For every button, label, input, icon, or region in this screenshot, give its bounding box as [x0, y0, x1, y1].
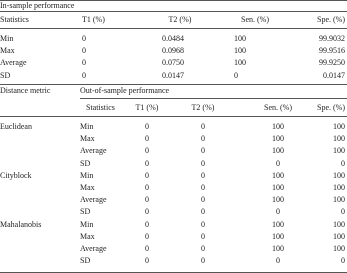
- oos-row-statistic: SD: [80, 207, 91, 216]
- in-sample-header-spe: Spe. (%): [317, 15, 345, 24]
- oos-row-t1: 0: [145, 159, 149, 168]
- oos-row-t1: 0: [145, 122, 149, 131]
- oos-row-sen: 0: [276, 256, 280, 265]
- oos-row-statistic: Max: [80, 134, 95, 143]
- in-sample-header-rule: [0, 28, 347, 29]
- oos-row-t2: 0: [201, 195, 205, 204]
- oos-row-t2: 0: [201, 146, 205, 155]
- in-sample-row-statistic: Average: [0, 58, 27, 67]
- in-sample-row-sen: 0: [234, 71, 238, 80]
- oos-row-t1: 0: [145, 171, 149, 180]
- oos-row-t2: 0: [201, 134, 205, 143]
- distance-metric-name: Mahalanobis: [0, 220, 42, 229]
- in-sample-row-t1: 0: [82, 46, 86, 55]
- oos-row-sen: 0: [276, 159, 280, 168]
- oos-row-sen: 100: [272, 171, 284, 180]
- oos-header-t2: T2 (%): [191, 103, 215, 112]
- oos-row-t2: 0: [201, 183, 205, 192]
- in-sample-header-t1: T1 (%): [82, 15, 105, 24]
- oos-row-spe: 100: [333, 195, 345, 204]
- in-sample-bottom-rule: [0, 84, 347, 85]
- oos-row-sen: 100: [272, 183, 284, 192]
- oos-row-t2: 0: [201, 244, 205, 253]
- in-sample-row-t2: 0.0968: [162, 46, 184, 55]
- oos-header-rule: [0, 116, 347, 117]
- in-sample-row-statistic: SD: [0, 71, 11, 80]
- in-sample-header-sen: Sen. (%): [241, 15, 269, 24]
- oos-row-statistic: Min: [80, 171, 94, 180]
- in-sample-title: In-sample performance: [0, 1, 75, 10]
- oos-row-t1: 0: [145, 256, 149, 265]
- oos-row-t1: 0: [145, 220, 149, 229]
- oos-row-t1: 0: [145, 207, 149, 216]
- oos-row-sen: 100: [272, 195, 284, 204]
- in-sample-row-statistic: Min: [0, 34, 14, 43]
- oos-row-statistic: Average: [80, 244, 107, 253]
- in-sample-row-spe: 99.9516: [319, 46, 345, 55]
- oos-row-spe: 100: [333, 171, 345, 180]
- oos-row-t2: 0: [201, 207, 205, 216]
- in-sample-row-t2: 0.0484: [162, 34, 184, 43]
- in-sample-row-spe: 0.0147: [323, 71, 345, 80]
- oos-row-statistic: Average: [80, 146, 107, 155]
- oos-row-t2: 0: [201, 159, 205, 168]
- oos-row-statistic: Max: [80, 232, 95, 241]
- oos-row-statistic: Max: [80, 183, 95, 192]
- in-sample-row-sen: 100: [234, 34, 246, 43]
- oos-row-statistic: Min: [80, 220, 94, 229]
- oos-row-t1: 0: [145, 183, 149, 192]
- oos-row-t1: 0: [145, 232, 149, 241]
- in-sample-row-spe: 99.9032: [319, 34, 345, 43]
- in-sample-header-t2: T2 (%): [168, 15, 192, 24]
- oos-row-spe: 100: [333, 122, 345, 131]
- oos-row-spe: 100: [333, 232, 345, 241]
- oos-row-t1: 0: [145, 195, 149, 204]
- out-of-sample-title-rule: [80, 98, 347, 99]
- in-sample-row-t2: 0.0147: [162, 71, 184, 80]
- oos-row-spe: 100: [333, 220, 345, 229]
- oos-row-t2: 0: [201, 220, 205, 229]
- oos-header-spe: Spe. (%): [317, 103, 345, 112]
- in-sample-title-rule: [0, 11, 347, 12]
- oos-row-spe: 100: [333, 146, 345, 155]
- oos-row-t1: 0: [145, 146, 149, 155]
- oos-row-sen: 100: [272, 146, 284, 155]
- oos-row-t1: 0: [145, 134, 149, 143]
- oos-row-spe: 100: [333, 183, 345, 192]
- oos-row-t2: 0: [201, 171, 205, 180]
- oos-row-statistic: SD: [80, 159, 91, 168]
- oos-row-spe: 100: [333, 134, 345, 143]
- oos-row-sen: 100: [272, 220, 284, 229]
- oos-row-statistic: Average: [80, 195, 107, 204]
- in-sample-row-spe: 99.9250: [319, 58, 345, 67]
- oos-row-sen: 0: [276, 207, 280, 216]
- oos-row-sen: 100: [272, 134, 284, 143]
- oos-row-sen: 100: [272, 244, 284, 253]
- in-sample-row-t2: 0.0750: [162, 58, 184, 67]
- distance-metric-name: Euclidean: [0, 122, 32, 131]
- oos-row-spe: 0: [341, 256, 345, 265]
- oos-row-statistic: Min: [80, 122, 94, 131]
- in-sample-row-sen: 100: [234, 46, 246, 55]
- oos-header-t1: T1 (%): [135, 103, 159, 112]
- oos-header-statistics: Statistics: [86, 103, 115, 112]
- out-of-sample-title: Out-of-sample performance: [80, 86, 170, 95]
- oos-row-spe: 100: [333, 244, 345, 253]
- oos-row-sen: 100: [272, 122, 284, 131]
- distance-metric-label: Distance metric: [0, 86, 51, 95]
- oos-row-statistic: SD: [80, 256, 91, 265]
- oos-header-sen: Sen. (%): [264, 103, 292, 112]
- oos-row-spe: 0: [341, 207, 345, 216]
- distance-metric-name: Cityblock: [0, 171, 32, 180]
- in-sample-row-t1: 0: [82, 58, 86, 67]
- oos-row-sen: 100: [272, 232, 284, 241]
- oos-row-t2: 0: [201, 122, 205, 131]
- in-sample-row-statistic: Max: [0, 46, 15, 55]
- oos-row-t1: 0: [145, 244, 149, 253]
- oos-row-t2: 0: [201, 232, 205, 241]
- in-sample-row-t1: 0: [82, 34, 86, 43]
- oos-row-spe: 0: [341, 159, 345, 168]
- oos-row-t2: 0: [201, 256, 205, 265]
- in-sample-row-t1: 0: [82, 71, 86, 80]
- in-sample-header-statistics: Statistics: [0, 15, 29, 24]
- in-sample-row-sen: 100: [234, 58, 246, 67]
